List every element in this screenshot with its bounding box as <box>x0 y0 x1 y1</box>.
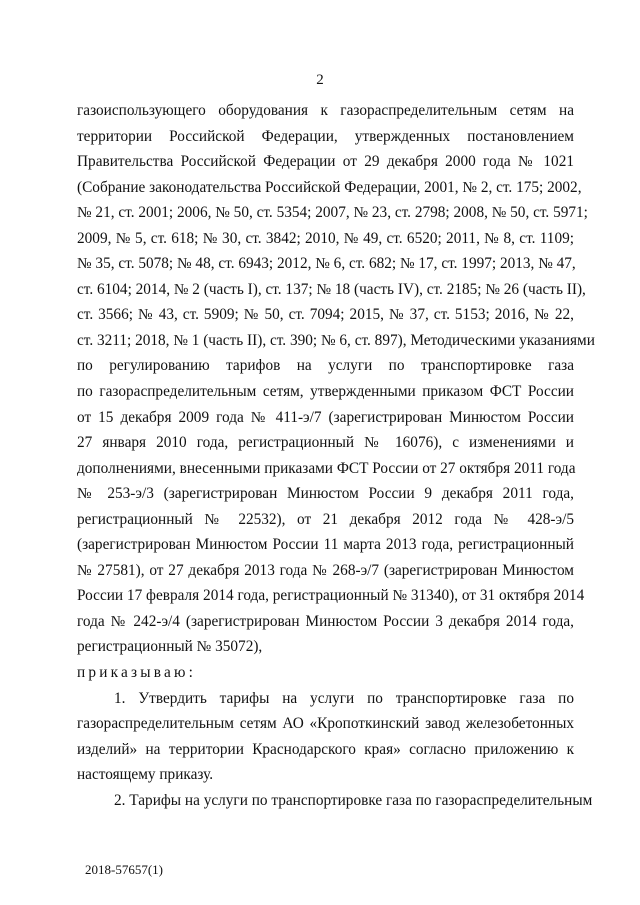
text-line: 2. Тарифы на услуги по транспортировке газа по газораспределительным <box>114 791 593 809</box>
text-line: газораспределительным сетям АО «Кропоткинский завод железобетонных <box>77 715 574 733</box>
text-line: по регулированию тарифов на услуги по транспортировке газа <box>77 357 574 375</box>
text-line: газоиспользующего оборудования к газораспределительным сетям на <box>77 102 574 119</box>
text-line: № 35, ст. 5078; № 48, ст. 6943; 2012, № 6, ст. 682; № 17, ст. 1997; 2013, № 47, <box>77 255 576 273</box>
text-line: года № 242-э/4 (зарегистрирован Минюстом России 3 декабря 2014 года, <box>77 612 574 630</box>
text-line: Правительства Российской Федерации от 29 декабря 2000 года № 1021 <box>77 153 574 171</box>
page-number: 2 <box>316 72 324 88</box>
text-line: ст. 3211; 2018, № 1 (часть II), ст. 390; № 6, ст. 897), Методическими указаниями <box>77 331 595 349</box>
text-line: № 253-э/3 (зарегистрирован Минюстом России 9 декабря 2011 года, <box>77 485 574 503</box>
text-line: (Собрание законодательства Российской Федерации, 2001, № 2, ст. 175; 2002, <box>77 178 582 196</box>
text-line: 2009, № 5, ст. 618; № 30, ст. 3842; 2010, № 49, ст. 6520; 2011, № 8, ст. 1109; <box>77 229 574 247</box>
text-line: от 15 декабря 2009 года № 411-э/7 (зарегистрирован Минюстом России <box>77 408 574 426</box>
text-line: 1. Утвердить тарифы на услуги по транспортировке газа по <box>114 689 574 707</box>
text-line: по газораспределительным сетям, утвержденными приказом ФСТ России <box>77 383 574 401</box>
document-body <box>77 98 595 813</box>
text-line: регистрационный № 22532), от 21 декабря 2012 года № 428-э/5 <box>77 510 574 528</box>
text-line: изделий» на территории Краснодарского края» согласно приложению к <box>77 740 574 758</box>
text-line: территории Российской Федерации, утвержденных постановлением <box>77 127 574 145</box>
text-line: (зарегистрирован Минюстом России 11 марта 2013 года, регистрационный <box>77 536 574 554</box>
text-line: № 27581), от 27 декабря 2013 года № 268-э/7 (зарегистрирован Минюстом <box>77 561 574 579</box>
text-line: дополнениями, внесенными приказами ФСТ России от 27 октября 2011 года <box>77 459 576 477</box>
text-line: ст. 6104; 2014, № 2 (часть I), ст. 137; № 18 (часть IV), ст. 2185; № 26 (часть II), <box>77 280 586 298</box>
text-line: ст. 3566; № 43, ст. 5909; № 50, ст. 7094; 2015, № 37, ст. 5153; 2016, № 22, <box>77 306 574 324</box>
document-code: 2018-57657(1) <box>85 862 163 877</box>
text-line: регистрационный № 35072), <box>77 638 263 656</box>
order-keyword: приказываю: <box>77 664 197 682</box>
text-line: России 17 февраля 2014 года, регистрационный № 31340), от 31 октября 2014 <box>77 587 585 605</box>
text-line: настоящему приказу. <box>77 766 214 784</box>
text-line: 27 января 2010 года, регистрационный № 16076), с изменениями и <box>77 434 574 452</box>
text-line: № 21, ст. 2001; 2006, № 50, ст. 5354; 2007, № 23, ст. 2798; 2008, № 50, ст. 5971; <box>77 204 588 222</box>
